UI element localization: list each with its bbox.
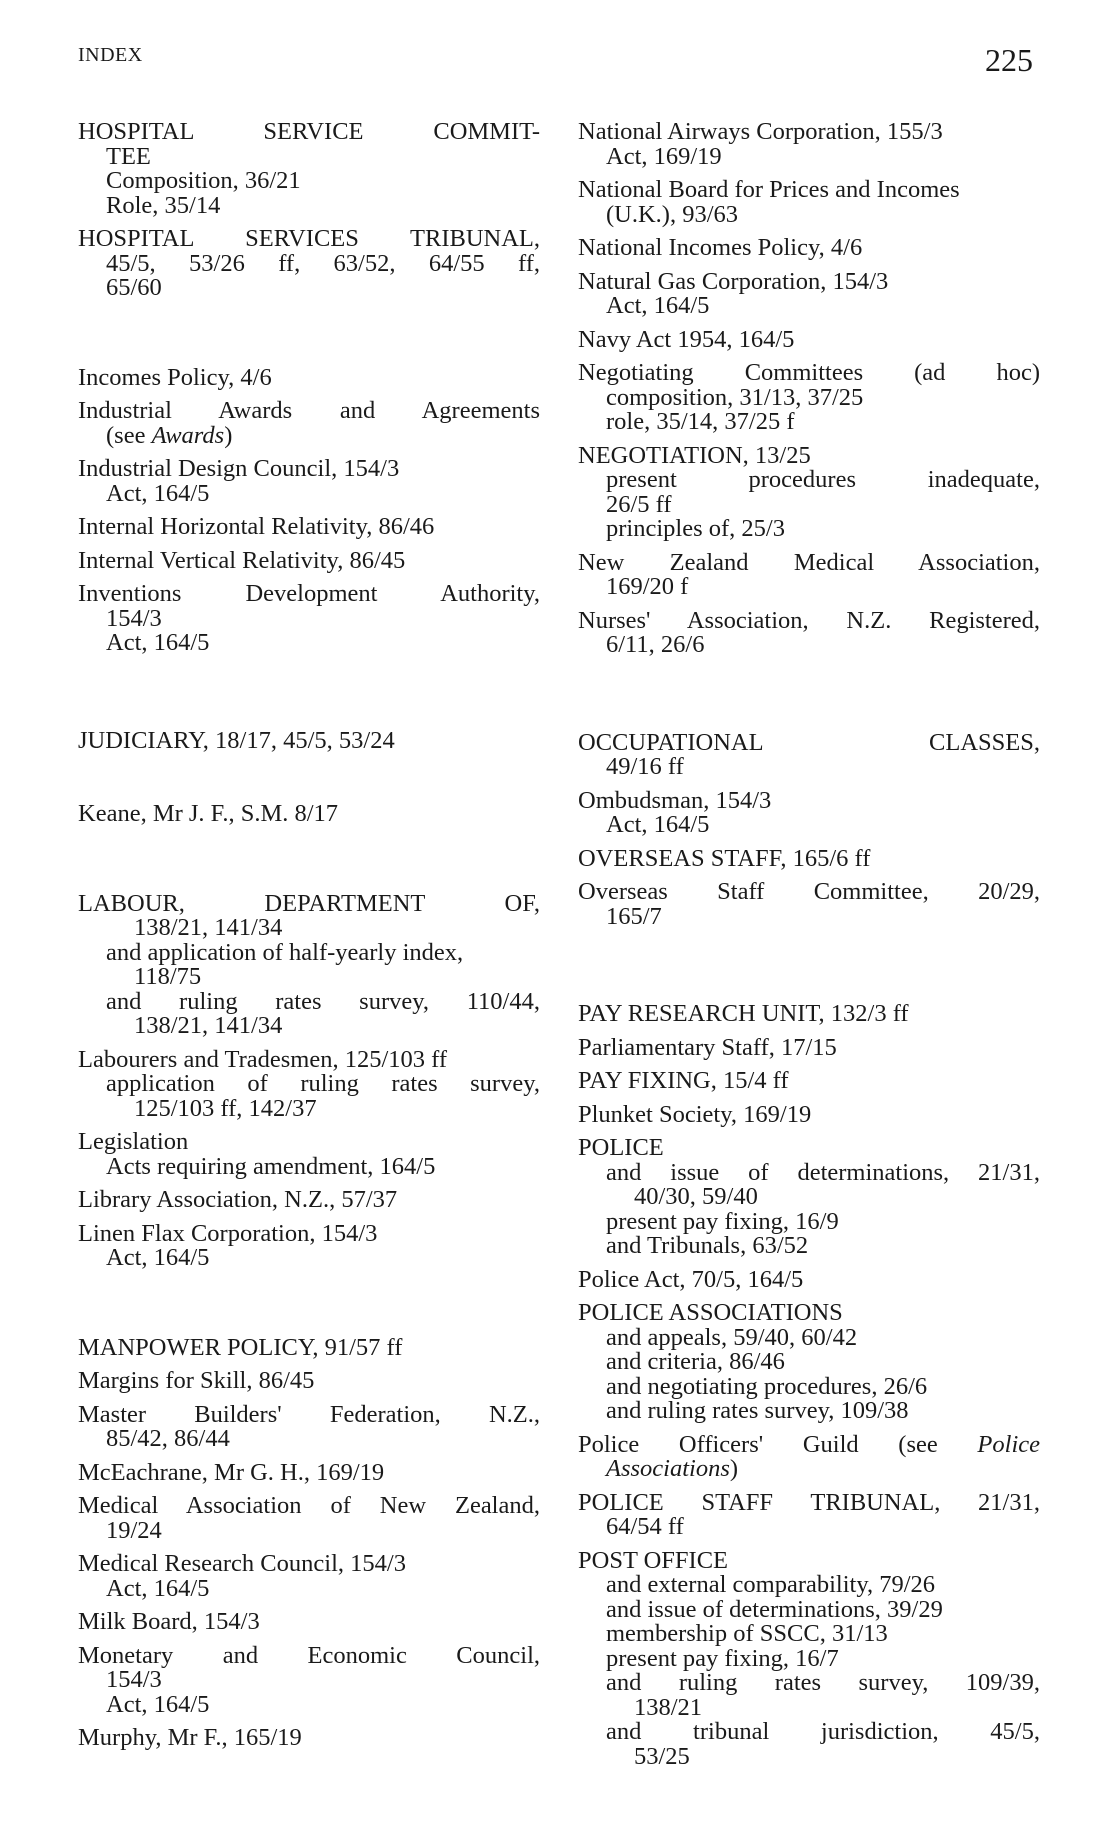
index-entry xyxy=(78,1726,540,1751)
entry-heading: PAY FIXING, 15/4 ff xyxy=(578,1067,789,1094)
subentry: Act, 164/5 xyxy=(606,292,710,319)
entry-heading: Medical Association of New Zealand, xyxy=(78,1492,540,1519)
cross-ref-target: Police xyxy=(977,1430,1040,1458)
index-entry xyxy=(578,178,1040,227)
subentry-cont: 26/5 ff xyxy=(606,490,672,518)
subentry: Act, 164/5 xyxy=(606,811,710,838)
subentry: and criteria, 86/46 xyxy=(606,1348,785,1375)
entry-heading: POLICE ASSOCIATIONS xyxy=(578,1299,843,1326)
index-entry xyxy=(78,802,540,827)
entry-refs: 45/5, 53/26 ff, 63/52, 64/55 ff, xyxy=(106,249,540,277)
index-column-left xyxy=(78,120,540,1760)
entry-heading: Murphy, Mr F., 165/19 xyxy=(78,1724,302,1751)
index-entry xyxy=(578,728,1040,780)
index-entry xyxy=(78,1610,540,1635)
entry-heading: Negotiating Committees (ad hoc) xyxy=(578,359,1040,386)
index-entry xyxy=(578,1033,1040,1061)
subentry: Composition, 36/21 xyxy=(106,167,301,194)
entry-refs: 65/60 xyxy=(106,274,162,301)
cross-ref-close: ) xyxy=(729,1455,739,1482)
subentry: membership of SSCC, 31/13 xyxy=(606,1620,888,1647)
index-entry xyxy=(578,880,1040,929)
subentry: and Tribunals, 63/52 xyxy=(606,1232,809,1259)
cross-ref-target: Awards xyxy=(151,421,225,449)
index-column-right xyxy=(578,120,1040,1778)
running-head: INDEX xyxy=(78,44,143,66)
index-entry xyxy=(78,1045,540,1122)
index-entry xyxy=(78,1333,540,1361)
subentry: and tribunal jurisdiction, 45/5, xyxy=(606,1718,1040,1745)
entry-heading: New Zealand Medical Association, xyxy=(578,548,1040,576)
index-entry xyxy=(78,1369,540,1394)
subentry: and negotiating procedures, 26/6 xyxy=(606,1372,928,1400)
entry-refs: 19/24 xyxy=(106,1516,162,1544)
entry-heading: Ombudsman, 154/3 xyxy=(578,786,772,814)
entry-heading: OCCUPATIONAL CLASSES, xyxy=(578,728,1040,756)
index-entry xyxy=(578,1265,1040,1293)
index-entry xyxy=(578,1069,1040,1094)
index-entry xyxy=(578,1136,1040,1259)
index-entry xyxy=(78,1400,540,1452)
entry-heading: Industrial Awards and Agreements xyxy=(78,397,540,424)
entry-heading: POLICE STAFF TRIBUNAL, 21/31, xyxy=(578,1488,1040,1516)
entry-heading: Legislation xyxy=(78,1128,189,1155)
subentry-cont: 53/25 xyxy=(634,1742,690,1770)
subentry: composition, 31/13, 37/25 xyxy=(606,383,864,411)
entry-heading: Labourers and Tradesmen, 125/103 ff xyxy=(78,1045,448,1073)
index-entry xyxy=(578,361,1040,435)
entry-heading: Police Act, 70/5, 164/5 xyxy=(578,1265,804,1293)
entry-heading: Library Association, N.Z., 57/37 xyxy=(78,1186,398,1213)
subentry-cont: 118/75 xyxy=(134,963,202,990)
entry-heading: MANPOWER POLICY, 91/57 ff xyxy=(78,1333,403,1361)
entry-heading: McEachrane, Mr G. H., 169/19 xyxy=(78,1458,385,1486)
index-entry xyxy=(78,726,540,754)
index-entry xyxy=(578,1488,1040,1540)
page-number: 225 xyxy=(985,42,1033,78)
index-entry xyxy=(78,363,540,391)
entry-heading: Master Builders' Federation, N.Z., xyxy=(78,1400,540,1428)
entry-heading: Margins for Skill, 86/45 xyxy=(78,1367,315,1394)
entry-heading: Natural Gas Corporation, 154/3 xyxy=(578,267,889,295)
index-entry xyxy=(578,1430,1040,1482)
cross-ref-text: (see xyxy=(106,421,152,449)
index-entry xyxy=(78,1130,540,1179)
index-entry xyxy=(78,1458,540,1486)
entry-heading: Plunket Society, 169/19 xyxy=(578,1100,812,1128)
entry-heading: PAY RESEARCH UNIT, 132/3 ff xyxy=(578,1000,909,1027)
entry-refs: 85/42, 86/44 xyxy=(106,1425,230,1452)
entry-heading: Internal Horizontal Relativity, 86/46 xyxy=(78,513,435,540)
subentry: Act, 169/19 xyxy=(606,142,722,170)
entry-heading: Internal Vertical Relativity, 86/45 xyxy=(78,546,406,574)
entry-heading: Industrial Design Council, 154/3 xyxy=(78,455,400,482)
subentry: and issue of determinations, 21/31, xyxy=(606,1158,1040,1186)
index-entry xyxy=(78,1219,540,1271)
index-entry xyxy=(78,1188,540,1213)
index-entry xyxy=(78,399,540,448)
entry-heading: Parliamentary Staff, 17/15 xyxy=(578,1033,837,1061)
subentry: and ruling rates survey, 109/38 xyxy=(606,1397,909,1424)
index-entry xyxy=(578,1100,1040,1128)
subentry-cont: 40/30, 59/40 xyxy=(634,1183,758,1210)
index-entry xyxy=(78,1494,540,1543)
subentry: and external comparability, 79/26 xyxy=(606,1571,936,1598)
entry-heading: NEGOTIATION, 13/25 xyxy=(578,441,811,469)
subentry-cont: 125/103 ff, 142/37 xyxy=(134,1094,317,1122)
index-entry xyxy=(578,606,1040,658)
entry-heading: Overseas Staff Committee, 20/29, xyxy=(578,878,1040,905)
index-entry xyxy=(78,120,540,218)
entry-refs: 138/21, 141/34 xyxy=(134,914,283,941)
index-entry xyxy=(578,325,1040,353)
subentry: principles of, 25/3 xyxy=(606,515,785,542)
entry-heading: Nurses' Association, N.Z. Registered, xyxy=(578,606,1040,634)
subentry: present pay fixing, 16/9 xyxy=(606,1207,839,1235)
index-entry xyxy=(578,844,1040,872)
index-entry xyxy=(78,546,540,574)
entry-heading: HOSPITAL SERVICE COMMIT- xyxy=(78,118,540,145)
entry-heading: POLICE xyxy=(578,1134,664,1161)
subentry: and appeals, 59/40, 60/42 xyxy=(606,1323,858,1351)
subentry: Role, 35/14 xyxy=(106,191,221,219)
index-entry xyxy=(78,227,540,301)
subentry: Act, 164/5 xyxy=(106,1690,210,1718)
index-entry xyxy=(578,441,1040,542)
entry-refs: 165/7 xyxy=(606,902,662,930)
subentry: and application of half-yearly index, xyxy=(106,938,464,966)
entry-refs: 64/54 ff xyxy=(606,1513,684,1540)
subentry: present pay fixing, 16/7 xyxy=(606,1644,839,1672)
index-entry xyxy=(78,582,540,656)
entry-refs: 49/16 ff xyxy=(606,753,684,780)
entry-heading: Linen Flax Corporation, 154/3 xyxy=(78,1219,378,1247)
index-entry xyxy=(578,548,1040,600)
subentry: present procedures inadequate, xyxy=(606,466,1040,493)
index-entry xyxy=(578,1002,1040,1027)
cross-reference xyxy=(78,421,540,449)
entry-heading: JUDICIARY, 18/17, 45/5, 53/24 xyxy=(78,726,395,754)
cross-ref-target-cont: Associations xyxy=(606,1455,730,1482)
entry-refs: 169/20 f xyxy=(606,573,689,600)
entry-heading-text: Police Officers' Guild (see xyxy=(578,1430,978,1458)
subentry: and ruling rates survey, 110/44, xyxy=(106,987,540,1015)
index-entry xyxy=(78,1641,540,1718)
subentry: Act, 164/5 xyxy=(106,479,210,507)
entry-refs: 6/11, 26/6 xyxy=(606,631,705,658)
entry-heading: Milk Board, 154/3 xyxy=(78,1608,260,1635)
cross-reference xyxy=(578,1457,1040,1482)
subentry: application of ruling rates survey, xyxy=(106,1070,540,1097)
entry-refs: (U.K.), 93/63 xyxy=(606,200,739,228)
cross-ref-close: ) xyxy=(224,421,233,449)
subentry-cont: 138/21, 141/34 xyxy=(134,1012,283,1039)
entry-heading: Incomes Policy, 4/6 xyxy=(78,363,272,391)
index-entry xyxy=(78,889,540,1039)
index-entry xyxy=(578,236,1040,261)
index-entry xyxy=(578,267,1040,319)
subentry: Act, 164/5 xyxy=(106,1574,210,1602)
entry-heading: Inventions Development Authority, xyxy=(78,580,540,607)
entry-heading: National Airways Corporation, 155/3 xyxy=(578,118,943,145)
entry-heading: LABOUR, DEPARTMENT OF, xyxy=(78,889,540,917)
index-entry xyxy=(78,457,540,506)
subentry: role, 35/14, 37/25 f xyxy=(606,408,795,435)
entry-heading xyxy=(578,1430,1040,1458)
entry-heading: Medical Research Council, 154/3 xyxy=(78,1550,406,1577)
index-entry xyxy=(78,1552,540,1601)
entry-heading: OVERSEAS STAFF, 165/6 ff xyxy=(578,844,871,872)
entry-heading: Monetary and Economic Council, xyxy=(78,1641,540,1669)
index-entry xyxy=(578,1301,1040,1424)
entry-refs: 154/3 xyxy=(106,604,162,632)
entry-heading: National Incomes Policy, 4/6 xyxy=(578,234,863,261)
entry-heading: National Board for Prices and Incomes xyxy=(578,176,960,203)
subentry: Act, 164/5 xyxy=(106,1244,210,1271)
index-entry xyxy=(578,1546,1040,1770)
subentry: Act, 164/5 xyxy=(106,629,210,656)
subentry-cont: 138/21 xyxy=(634,1693,703,1721)
entry-heading: POST OFFICE xyxy=(578,1546,729,1574)
subentry: Acts requiring amendment, 164/5 xyxy=(106,1152,436,1180)
index-entry xyxy=(578,786,1040,838)
index-entry xyxy=(578,120,1040,169)
entry-heading: HOSPITAL SERVICES TRIBUNAL, xyxy=(78,225,540,252)
index-entry xyxy=(78,515,540,540)
entry-heading: Navy Act 1954, 164/5 xyxy=(578,325,795,353)
subentry: and ruling rates survey, 109/39, xyxy=(606,1669,1040,1696)
entry-heading-cont: TEE xyxy=(106,142,151,170)
entry-heading: Keane, Mr J. F., S.M. 8/17 xyxy=(78,800,339,827)
entry-refs: 154/3 xyxy=(106,1666,162,1693)
subentry: and issue of determinations, 39/29 xyxy=(606,1595,943,1623)
